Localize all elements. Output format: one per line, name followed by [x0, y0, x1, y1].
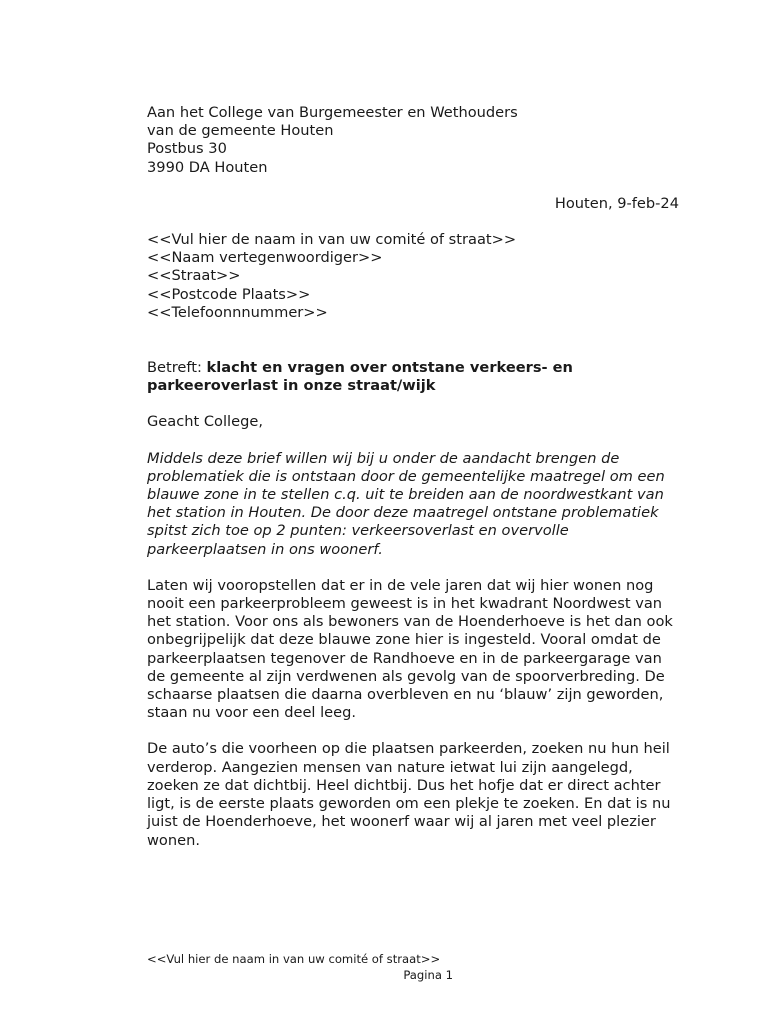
page-footer	[147, 951, 592, 983]
subject-label: Betreft:	[147, 359, 207, 377]
sender-line-4: <<Postcode Plaats>>	[147, 285, 311, 303]
recipient-address	[147, 104, 679, 177]
recipient-line-3: Postbus 30	[147, 140, 227, 158]
sender-line-5: <<Telefoonnnummer>>	[147, 303, 328, 321]
subject-line	[147, 359, 679, 395]
footer-sender-name: <<Vul hier de naam in van uw comité of straat>>	[147, 952, 441, 966]
subject-text: klacht en vragen over ontstane verkeers- en parkeeroverlast in onze straat/wijk	[147, 359, 573, 395]
recipient-line-2: van de gemeente Houten	[147, 122, 334, 140]
sender-address	[147, 231, 679, 322]
sender-line-3: <<Straat>>	[147, 267, 241, 285]
sender-line-2: <<Naam vertegenwoordiger>>	[147, 249, 383, 267]
letter-body	[147, 104, 679, 850]
salutation: Geacht College,	[147, 413, 263, 431]
letter-date: Houten, 9-feb-24	[554, 194, 679, 212]
recipient-line-4: 3990 DA Houten	[147, 158, 268, 176]
footer-page-number: Pagina 1	[403, 968, 453, 982]
recipient-line-1: Aan het College van Burgemeester en Wethouders	[147, 104, 518, 121]
intro-paragraph: Middels deze brief willen wij bij u onder de aandacht brengen de problematiek die is ontstaan door de gemeentelijke maatregel om een blauwe zone in te stellen c.q. uit te breiden aan de noordwestkant van het station in Houten. De door deze maatregel ontstane problematiek spitst zich toe op 2 punten: verkeersoverlast en overvolle parkeerplaatsen in ons woonerf.	[147, 449, 665, 558]
body-paragraph-3: De auto’s die voorheen op die plaatsen parkeerden, zoeken nu hun heil verderop. Aangezien mensen van nature ietwat lui zijn aangelegd, zoeken ze dat dichtbij. Heel dichtbij. Dus het hofje dat er direct achter ligt, is de eerste plaats geworden om een plekje te zoeken. En dat is nu juist de Hoenderhoeve, het woonerf waar wij al jaren met veel plezier wonen.	[147, 740, 671, 849]
sender-line-1: <<Vul hier de naam in van uw comité of straat>>	[147, 231, 517, 249]
body-paragraph-2: Laten wij vooropstellen dat er in de vele jaren dat wij hier wonen nog nooit een parkeerprobleem geweest is in het kwadrant Noordwest van het station. Voor ons als bewoners van de Hoenderhoeve is het dan ook onbegrijpelijk dat deze blauwe zone hier is ingesteld. Vooral omdat de parkeerplaatsen tegenover de Randhoeve en in de parkeergarage van de gemeente al zijn verdwenen als gevolg van de spoorverbreding. De schaarse plaatsen die daarna overbleven en nu ‘blauw’ zijn geworden, staan nu voor een deel leeg.	[147, 576, 673, 722]
